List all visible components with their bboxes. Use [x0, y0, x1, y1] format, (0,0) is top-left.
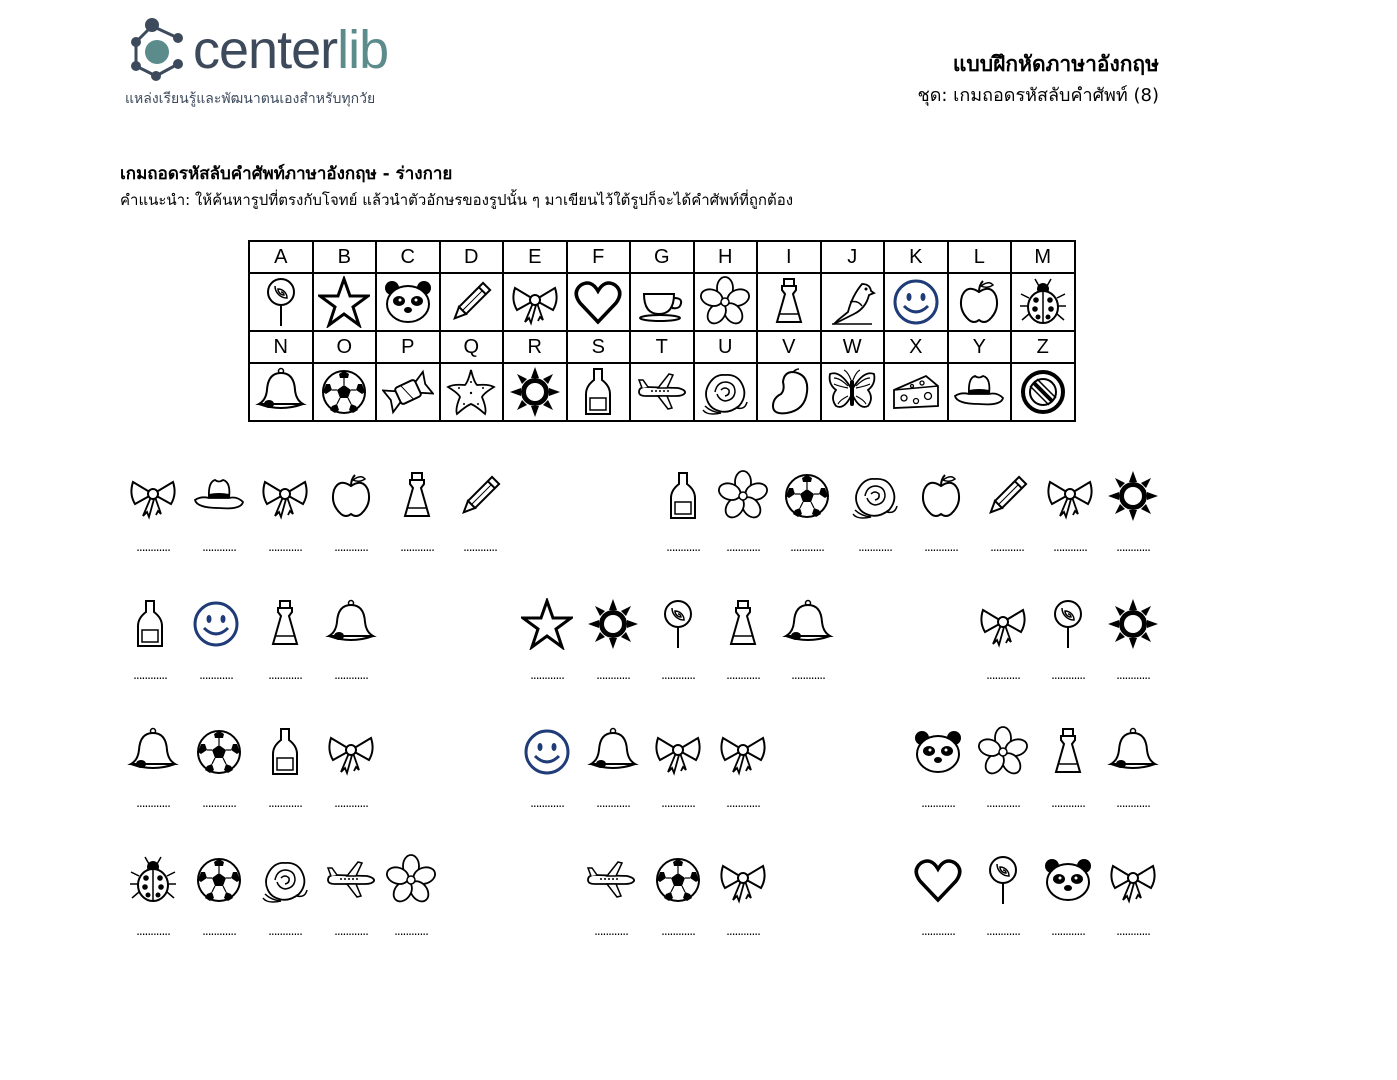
key-letter-p: P — [376, 331, 440, 363]
answer-blank[interactable]: ............ — [136, 540, 170, 554]
key-letter-u: U — [694, 331, 758, 363]
smiley-icon — [190, 598, 242, 650]
puzzle-slot — [1038, 854, 1098, 938]
rose-icon — [259, 854, 311, 906]
key-letter-h: H — [694, 241, 758, 273]
puzzle-slot — [908, 854, 968, 938]
flower-icon — [977, 726, 1029, 778]
key-letter-w: W — [821, 331, 885, 363]
smiley-icon — [890, 276, 942, 328]
logo-tagline: แหล่งเรียนรู้และพัฒนาตนเองสำหรับทุกวัย — [125, 91, 376, 107]
starfish-icon — [445, 366, 497, 418]
key-letter-a: A — [249, 241, 313, 273]
answer-blank[interactable]: ............ — [1053, 540, 1087, 554]
instruction-text: คำแนะนำ: ให้ค้นหารูปที่ตรงกับโจทย์ แล้วนำตัวอักษรของรูปนั้น ๆ มาเขียนไว้ใต้รูปก็จะได้คำศัพท์ที่ถูกต้อง — [120, 191, 794, 209]
answer-blank[interactable]: ............ — [202, 540, 236, 554]
bow-icon — [259, 470, 311, 522]
puzzle-slot — [255, 470, 315, 554]
puzzle-slot — [1103, 854, 1163, 938]
key-letter-r: R — [503, 331, 567, 363]
puzzle-slot — [321, 470, 381, 554]
answer-blank[interactable]: ............ — [133, 668, 167, 682]
key-icon-cell-v — [757, 363, 821, 421]
answer-blank[interactable]: ............ — [136, 924, 170, 938]
key-letter-f: F — [567, 241, 631, 273]
logo-wordmark — [193, 20, 388, 80]
key-letter-y: Y — [948, 331, 1012, 363]
hat-icon — [193, 470, 245, 522]
mango-icon — [763, 366, 815, 418]
puzzle-slot — [713, 598, 773, 682]
bow-icon — [717, 726, 769, 778]
heart-icon — [912, 854, 964, 906]
key-letter-g: G — [630, 241, 694, 273]
answer-blank[interactable]: ............ — [596, 796, 630, 810]
puzzle-slot — [713, 854, 773, 938]
key-letter-t: T — [630, 331, 694, 363]
answer-blank[interactable]: ............ — [596, 668, 630, 682]
flask-icon — [1042, 726, 1094, 778]
key-icon-cell-r — [503, 363, 567, 421]
answer-blank[interactable]: ............ — [268, 796, 302, 810]
puzzle-slot — [123, 470, 183, 554]
bottle-icon — [259, 726, 311, 778]
puzzle-slot — [648, 598, 708, 682]
key-letter-z: Z — [1011, 331, 1075, 363]
answer-blank[interactable]: ............ — [334, 540, 368, 554]
soccer-ball-icon — [652, 854, 704, 906]
flower-icon — [699, 276, 751, 328]
answer-blank[interactable]: ............ — [334, 796, 368, 810]
key-letter-row-2 — [249, 331, 1075, 363]
answer-blank[interactable]: ............ — [268, 668, 302, 682]
bottle-icon — [124, 598, 176, 650]
puzzle-slot — [123, 726, 183, 810]
puzzle-slot — [583, 726, 643, 810]
puzzle-slot — [321, 598, 381, 682]
puzzle-slot — [255, 854, 315, 938]
puzzle-slot — [255, 726, 315, 810]
answer-blank[interactable]: ............ — [661, 924, 695, 938]
answer-blank[interactable]: ............ — [202, 796, 236, 810]
game-title: เกมถอดรหัสลับคำศัพท์ภาษาอังกฤษ - ร่างกาย — [120, 164, 453, 184]
key-icon-cell-y — [948, 363, 1012, 421]
puzzle-slot — [1038, 598, 1098, 682]
key-letter-k: K — [884, 241, 948, 273]
airplane-icon — [325, 854, 377, 906]
bell-icon — [255, 366, 307, 418]
answer-blank[interactable]: ............ — [986, 796, 1020, 810]
centerlib-logo-icon — [122, 16, 188, 82]
heart-icon — [572, 276, 624, 328]
key-icon-cell-o — [313, 363, 377, 421]
sun-icon — [1107, 470, 1159, 522]
answer-blank[interactable]: ............ — [394, 924, 428, 938]
key-icon-cell-t — [630, 363, 694, 421]
key-letter-l: L — [948, 241, 1012, 273]
puzzle-slot — [1040, 470, 1100, 554]
answer-blank[interactable]: ............ — [790, 540, 824, 554]
worksheet-set-label: ชุด: เกมถอดรหัสลับคำศัพท์ (8) — [917, 85, 1159, 106]
worksheet-title: แบบฝึกหัดภาษาอังกฤษ — [952, 52, 1159, 76]
answer-blank[interactable]: ............ — [726, 924, 760, 938]
cheese-icon — [890, 366, 942, 418]
answer-blank[interactable]: ............ — [1116, 796, 1150, 810]
key-icon-cell-g — [630, 273, 694, 331]
apple-icon — [915, 470, 967, 522]
star-icon — [521, 598, 573, 650]
panda-icon — [912, 726, 964, 778]
puzzle-slot — [778, 598, 838, 682]
puzzle-slot — [653, 470, 713, 554]
key-icon-cell-s — [567, 363, 631, 421]
puzzle-slot — [1103, 470, 1163, 554]
answer-blank[interactable]: ............ — [921, 796, 955, 810]
answer-blank[interactable]: ............ — [921, 924, 955, 938]
bow-icon — [977, 598, 1029, 650]
puzzle-slot — [189, 854, 249, 938]
airplane-icon — [636, 366, 688, 418]
puzzle-slot — [450, 470, 510, 554]
key-icon-row-2 — [249, 363, 1075, 421]
apple-icon — [953, 276, 1005, 328]
ladybug-icon — [1017, 276, 1069, 328]
puzzle-slot — [583, 598, 643, 682]
bell-icon — [587, 726, 639, 778]
puzzle-slot — [1038, 726, 1098, 810]
puzzle-slot — [321, 854, 381, 938]
hat-icon — [953, 366, 1005, 418]
answer-blank[interactable]: ............ — [202, 924, 236, 938]
key-letter-m: M — [1011, 241, 1075, 273]
bottle-icon — [572, 366, 624, 418]
key-letter-v: V — [757, 331, 821, 363]
soccer-ball-icon — [193, 854, 245, 906]
sun-icon — [587, 598, 639, 650]
key-letter-c: C — [376, 241, 440, 273]
answer-blank[interactable]: ............ — [136, 796, 170, 810]
puzzle-slot — [381, 854, 441, 938]
rose-icon — [699, 366, 751, 418]
puzzle-slot — [517, 598, 577, 682]
soccer-ball-icon — [781, 470, 833, 522]
answer-blank[interactable]: ............ — [268, 540, 302, 554]
key-icon-cell-u — [694, 363, 758, 421]
pencil-icon — [981, 470, 1033, 522]
puzzle-slot — [648, 854, 708, 938]
pencil-icon — [445, 276, 497, 328]
airplane-icon — [585, 854, 637, 906]
sun-icon — [1107, 598, 1159, 650]
puzzle-slot — [186, 598, 246, 682]
answer-blank[interactable]: ............ — [1051, 924, 1085, 938]
answer-blank[interactable]: ............ — [1116, 924, 1150, 938]
flask-icon — [717, 598, 769, 650]
key-letter-j: J — [821, 241, 885, 273]
answer-blank[interactable]: ............ — [986, 668, 1020, 682]
flower-icon — [385, 854, 437, 906]
logo-center-text: center — [193, 20, 338, 80]
key-letter-n: N — [249, 331, 313, 363]
puzzle-slot — [648, 726, 708, 810]
puzzle-slot — [911, 470, 971, 554]
key-icon-cell-c — [376, 273, 440, 331]
logo-lib-text: lib — [337, 20, 389, 80]
bell-icon — [1107, 726, 1159, 778]
puzzle-slot — [908, 726, 968, 810]
bell-icon — [127, 726, 179, 778]
key-letter-q: Q — [440, 331, 504, 363]
answer-blank[interactable]: ............ — [858, 540, 892, 554]
puzzle-slot — [120, 598, 180, 682]
puzzle-slot — [321, 726, 381, 810]
answer-blank[interactable]: ............ — [666, 540, 700, 554]
bow-icon — [717, 854, 769, 906]
answer-blank[interactable]: ............ — [530, 796, 564, 810]
pencil-icon — [454, 470, 506, 522]
puzzle-slot — [189, 470, 249, 554]
answer-blank[interactable]: ............ — [1116, 540, 1150, 554]
answer-blank[interactable]: ............ — [791, 668, 825, 682]
sun-icon — [509, 366, 561, 418]
apple-icon — [325, 470, 377, 522]
puzzle-slot — [189, 726, 249, 810]
key-letter-e: E — [503, 241, 567, 273]
puzzle-slot — [977, 470, 1037, 554]
answer-blank[interactable]: ............ — [1051, 796, 1085, 810]
puzzle-slot — [387, 470, 447, 554]
answer-blank[interactable]: ............ — [530, 668, 564, 682]
bell-icon — [325, 598, 377, 650]
bow-icon — [509, 276, 561, 328]
key-icon-cell-x — [884, 363, 948, 421]
puzzle-slot — [517, 726, 577, 810]
answer-blank[interactable]: ............ — [986, 924, 1020, 938]
key-icon-cell-i — [757, 273, 821, 331]
panda-icon — [382, 276, 434, 328]
answer-blank[interactable]: ............ — [594, 924, 628, 938]
puzzle-slot — [1103, 726, 1163, 810]
lollipop-icon — [977, 854, 1029, 906]
puzzle-slot — [581, 854, 641, 938]
key-icon-cell-a — [249, 273, 313, 331]
puzzle-slot — [713, 726, 773, 810]
answer-blank[interactable]: ............ — [661, 796, 695, 810]
candy-icon — [382, 366, 434, 418]
bow-icon — [325, 726, 377, 778]
flask-icon — [391, 470, 443, 522]
bottle-icon — [657, 470, 709, 522]
puzzle-slot — [713, 470, 773, 554]
key-icon-cell-l — [948, 273, 1012, 331]
key-letter-s: S — [567, 331, 631, 363]
puzzle-slot — [973, 854, 1033, 938]
teacup-icon — [636, 276, 688, 328]
puzzle-slot — [1103, 598, 1163, 682]
key-letter-row-1 — [249, 241, 1075, 273]
answer-blank[interactable]: ............ — [661, 668, 695, 682]
bird-icon — [826, 276, 878, 328]
answer-blank[interactable]: ............ — [334, 924, 368, 938]
key-letter-b: B — [313, 241, 377, 273]
key-letter-d: D — [440, 241, 504, 273]
puzzle-slot — [777, 470, 837, 554]
key-icon-cell-d — [440, 273, 504, 331]
answer-blank[interactable]: ............ — [726, 796, 760, 810]
puzzle-slot — [845, 470, 905, 554]
key-icon-cell-p — [376, 363, 440, 421]
bow-icon — [652, 726, 704, 778]
no-sign-icon — [1017, 366, 1069, 418]
bell-icon — [782, 598, 834, 650]
answer-blank[interactable]: ............ — [400, 540, 434, 554]
lollipop-icon — [1042, 598, 1094, 650]
answer-blank[interactable]: ............ — [199, 668, 233, 682]
key-letter-i: I — [757, 241, 821, 273]
rose-icon — [849, 470, 901, 522]
key-icon-cell-q — [440, 363, 504, 421]
answer-blank[interactable]: ............ — [463, 540, 497, 554]
key-letter-x: X — [884, 331, 948, 363]
butterfly-icon — [826, 366, 878, 418]
lollipop-icon — [652, 598, 704, 650]
smiley-icon — [521, 726, 573, 778]
puzzle-slot — [123, 854, 183, 938]
bow-icon — [1107, 854, 1159, 906]
answer-blank[interactable]: ............ — [268, 924, 302, 938]
answer-blank[interactable]: ............ — [1051, 668, 1085, 682]
flower-icon — [717, 470, 769, 522]
answer-blank[interactable]: ............ — [726, 540, 760, 554]
answer-blank[interactable]: ............ — [334, 668, 368, 682]
lollipop-icon — [255, 276, 307, 328]
key-icon-cell-n — [249, 363, 313, 421]
flask-icon — [259, 598, 311, 650]
puzzle-slot — [973, 726, 1033, 810]
puzzle-slot — [973, 598, 1033, 682]
key-icon-cell-b — [313, 273, 377, 331]
answer-blank[interactable]: ............ — [1116, 668, 1150, 682]
key-icon-cell-j — [821, 273, 885, 331]
key-icon-cell-z — [1011, 363, 1075, 421]
bow-icon — [127, 470, 179, 522]
puzzle-slot — [255, 598, 315, 682]
answer-blank[interactable]: ............ — [726, 668, 760, 682]
soccer-ball-icon — [318, 366, 370, 418]
cipher-key-table — [248, 240, 1076, 422]
star-icon — [318, 276, 370, 328]
key-letter-o: O — [313, 331, 377, 363]
flask-icon — [763, 276, 815, 328]
key-icon-cell-k — [884, 273, 948, 331]
panda-icon — [1042, 854, 1094, 906]
soccer-ball-icon — [193, 726, 245, 778]
key-icon-cell-e — [503, 273, 567, 331]
key-icon-cell-m — [1011, 273, 1075, 331]
ladybug-icon — [127, 854, 179, 906]
answer-blank[interactable]: ............ — [990, 540, 1024, 554]
key-icon-cell-h — [694, 273, 758, 331]
key-icon-cell-w — [821, 363, 885, 421]
key-icon-row-1 — [249, 273, 1075, 331]
key-icon-cell-f — [567, 273, 631, 331]
answer-blank[interactable]: ............ — [924, 540, 958, 554]
bow-icon — [1044, 470, 1096, 522]
